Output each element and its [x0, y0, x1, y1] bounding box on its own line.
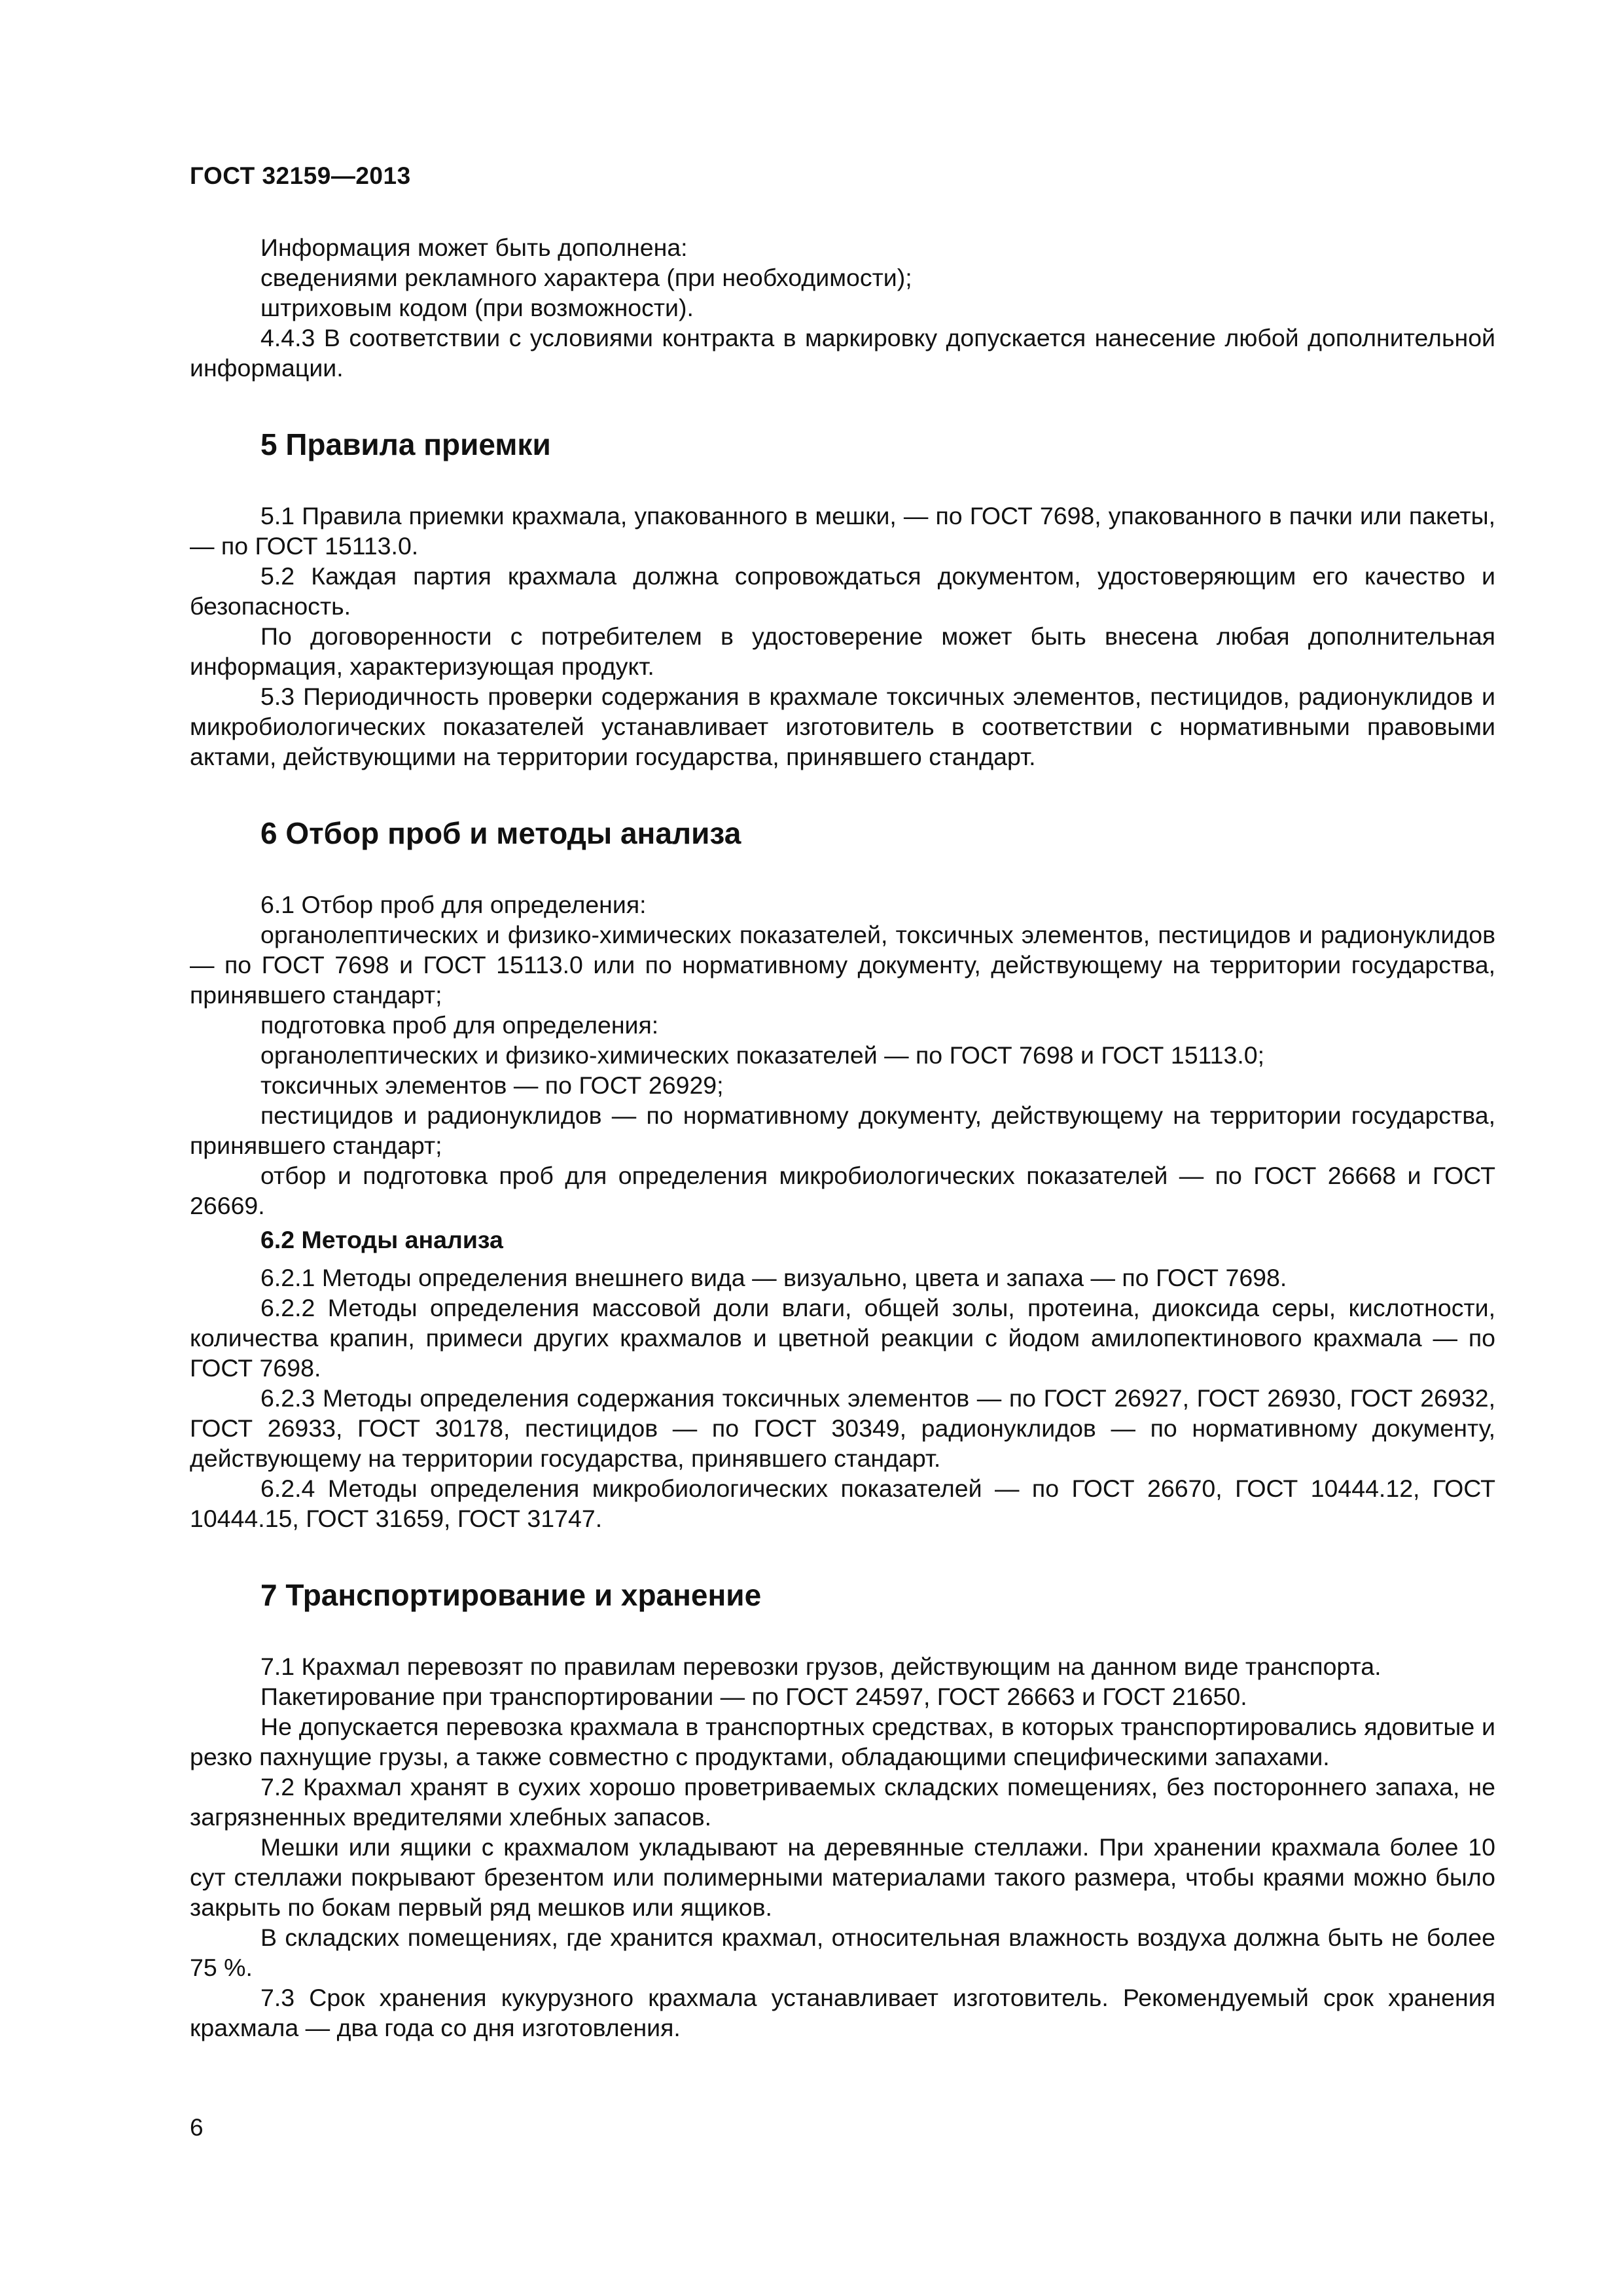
paragraph: Пакетирование при транспортировании — по ГОСТ 24597, ГОСТ 26663 и ГОСТ 21650. [260, 1683, 1247, 1710]
paragraph: 5.2 Каждая партия крахмала должна сопровождаться документом, удостоверяющим его качество и безопасность. [190, 562, 1495, 620]
paragraph: По договоренности с потребителем в удостоверение может быть внесена любая дополнительная информация, характеризующая продукт. [190, 622, 1495, 680]
paragraph: сведениями рекламного характера (при необходимости); [260, 264, 912, 291]
paragraph: 6.2.1 Методы определения внешнего вида — визуально, цвета и запаха — по ГОСТ 7698. [260, 1264, 1287, 1291]
paragraph: В складских помещениях, где хранится крахмал, относительная влажность воздуха должна быть не более 75 %. [190, 1924, 1495, 1981]
paragraph: токсичных элементов — по ГОСТ 26929; [260, 1071, 724, 1099]
paragraph: 5.1 Правила приемки крахмала, упакованного в мешки, — по ГОСТ 7698, упакованного в пачки или пакеты, — по ГОСТ 15113.0. [190, 502, 1495, 560]
paragraph: подготовка проб для определения: [260, 1011, 659, 1039]
paragraph: 6.2.2 Методы определения массовой доли влаги, общей золы, протеина, диоксида серы, кислотности, количества крапин, примеси других крахмалов и цветной реакции с йодом амилопектинового крахмала — по ГОСТ 7698. [190, 1294, 1495, 1382]
paragraph: штриховым кодом (при возможности). [260, 294, 694, 321]
subsection-heading: 6.2 Методы анализа [260, 1226, 503, 1253]
paragraph: 7.3 Срок хранения кукурузного крахмала устанавливает изготовитель. Рекомендуемый срок хранения крахмала — два года со дня изготовления. [190, 1984, 1495, 2041]
paragraph: Не допускается перевозка крахмала в транспортных средствах, в которых транспортировались ядовитые и резко пахнущие грузы, а также совместно с продуктами, обладающими специфическими запахами. [190, 1713, 1495, 1770]
document-id-header: ГОСТ 32159—2013 [190, 162, 411, 189]
paragraph: органолептических и физико-химических показателей — по ГОСТ 7698 и ГОСТ 15113.0; [260, 1041, 1265, 1069]
paragraph: 6.2.3 Методы определения содержания токсичных элементов — по ГОСТ 26927, ГОСТ 26930, ГОСТ 26932, ГОСТ 26933, ГОСТ 30178, пестицидов — по ГОСТ 30349, радионуклидов — по нормативному документу, действующему на территории государства, принявшего стандарт. [190, 1384, 1495, 1472]
section-heading: 5 Правила приемки [260, 427, 551, 461]
section-heading: 6 Отбор проб и методы анализа [260, 816, 741, 850]
paragraph: пестицидов и радионуклидов — по нормативному документу, действующему на территории государства, принявшего стандарт; [190, 1102, 1495, 1159]
page-number: 6 [190, 2114, 204, 2141]
paragraph: Информация может быть дополнена: [260, 234, 688, 261]
paragraph: Мешки или ящики с крахмалом укладывают на деревянные стеллажи. При хранении крахмала более 10 сут стеллажи покрывают брезентом или полимерными материалами такого размера, чтобы краями можно было закрыть по бокам первый ряд мешков или ящиков. [190, 1833, 1495, 1921]
paragraph: 7.1 Крахмал перевозят по правилам перевозки грузов, действующим на данном виде транспорта. [260, 1653, 1382, 1680]
paragraph: 4.4.3 В соответствии с условиями контракта в маркировку допускается нанесение любой дополнительной информации. [190, 324, 1495, 382]
section-heading: 7 Транспортирование и хранение [260, 1578, 762, 1612]
paragraph: органолептических и физико-химических показателей, токсичных элементов, пестицидов и радионуклидов — по ГОСТ 7698 и ГОСТ 15113.0 или по нормативному документу, действующему на территории государства, принявшего стандарт; [190, 921, 1495, 1009]
paragraph: 7.2 Крахмал хранят в сухих хорошо проветриваемых складских помещениях, без постороннего запаха, не загрязненных вредителями хлебных запасов. [190, 1773, 1495, 1831]
page-content [190, 232, 1495, 2043]
paragraph: 6.2.4 Методы определения микробиологических показателей — по ГОСТ 26670, ГОСТ 10444.12, ГОСТ 10444.15, ГОСТ 31659, ГОСТ 31747. [190, 1475, 1495, 1532]
paragraph: 5.3 Периодичность проверки содержания в крахмале токсичных элементов, пестицидов, радионуклидов и микробиологических показателей устанавливает изготовитель в соответствии с нормативными правовыми актами, действующими на территории государства, принявшего стандарт. [190, 683, 1495, 770]
paragraph: отбор и подготовка проб для определения микробиологических показателей — по ГОСТ 26668 и ГОСТ 26669. [190, 1162, 1495, 1219]
paragraph: 6.1 Отбор проб для определения: [260, 891, 647, 918]
